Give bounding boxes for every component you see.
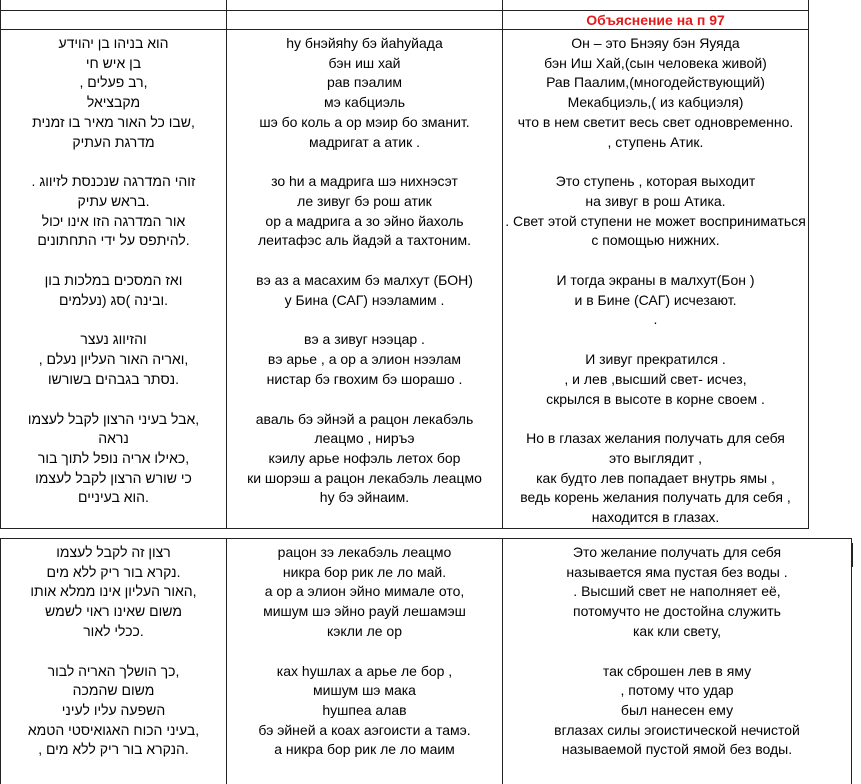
- text-line: ки шорэш а рацон лекабэль леацмо: [227, 469, 502, 489]
- text-line: .נסתר בגבהים בשורשו: [1, 370, 226, 390]
- text-line: בן איש חי: [1, 54, 226, 74]
- text-line: ,ואריה האור העליון נעלם ,: [1, 350, 226, 370]
- text-line: никра бор рик ле ло май.: [227, 563, 502, 583]
- text-line: זוהי המדרגה שנכנסת לזיווג .: [1, 172, 226, 192]
- paragraph: [227, 271, 502, 310]
- text-line: мэ кабциэль: [227, 93, 502, 113]
- text-line: аваль бэ эйнэй а рацон лекабэль: [227, 410, 502, 430]
- text-line: .ובינה )סג (נעלמים: [1, 291, 226, 311]
- text-line: как будто лев попадает внутрь ямы ,: [503, 469, 808, 489]
- text-line: ,בעיני הכוח האגואיסטי הטמא: [1, 721, 226, 741]
- text-line: נראה: [1, 429, 226, 449]
- paragraph-gap: [503, 642, 851, 662]
- text-line: .הנקרא בור ריק ללא מים ,: [1, 740, 226, 760]
- text-line: называемой пустой ямой без воды.: [503, 740, 851, 760]
- paragraph: [1, 543, 226, 642]
- text-line: ,שבו כל האור מאיר בו זמנית: [1, 113, 226, 133]
- text-line: называется яма пустая без воды .: [503, 563, 851, 583]
- text-line: מדרגת העתיק: [1, 133, 226, 153]
- paragraph-gap: [503, 152, 808, 172]
- text-line: и в Бине (САГ) исчезают.: [503, 291, 808, 311]
- text-line: Он – это Бнэяу бэн Яуяда: [503, 34, 808, 54]
- text-line: .ככלי לאור: [1, 622, 226, 642]
- text-line: הוא בניהו בן יהוידע: [1, 34, 226, 54]
- text-line: ле зивуг бэ рош атик: [227, 192, 502, 212]
- text-line: бэ эйней а коах аэгоисти а тамэ.: [227, 721, 502, 741]
- text-line: Но в глазах желания получать для себя: [503, 429, 808, 449]
- text-line: Это ступень , которая выходит: [503, 172, 808, 192]
- text-line: .: [503, 310, 808, 330]
- text-line: ведь корень желания получать для себя ,: [503, 488, 808, 508]
- text-line: И тогда экраны в малхут(Бон ): [503, 271, 808, 291]
- paragraph-gap: [227, 642, 502, 662]
- hebrew-text-block: [1, 30, 226, 508]
- text-line: мишум шэ эйно рауй лешамэш: [227, 602, 502, 622]
- text-line: hу бнэйяhу бэ йаhуйада: [227, 34, 502, 54]
- text-line: у Бина (САГ) нээламим .: [227, 291, 502, 311]
- text-line: .להיתפס על ידי התחתונים: [1, 231, 226, 251]
- text-line: ,רב פעלים ,: [1, 73, 226, 93]
- text-line: ,אבל בעיני הרצון לקבל לעצמו: [1, 410, 226, 430]
- paragraph: [1, 330, 226, 389]
- transliteration-column: [227, 30, 503, 529]
- text-line: вэ арье , а ор а элион нээлам: [227, 350, 502, 370]
- text-line: . Высший свет не наполняет её,: [503, 582, 851, 602]
- text-line: леитафэс аль йадэй а тахтоним.: [227, 231, 502, 251]
- text-line: hу бэ эйнаим.: [227, 488, 502, 508]
- text-line: так сброшен лев в яму: [503, 662, 851, 682]
- text-line: ор а мадрига а зо эйно йахоль: [227, 212, 502, 232]
- text-line: Мекабциэль,( из кабциэля): [503, 93, 808, 113]
- paragraph: [227, 330, 502, 389]
- text-line: אור המדרגה הזו אינו יכול: [1, 212, 226, 232]
- top-edge-cell-hebrew: [1, 0, 227, 11]
- table-top-edge-row: [1, 0, 809, 11]
- paragraph: [227, 34, 502, 152]
- top-edge-cell-transliteration: [227, 0, 503, 11]
- paragraph: [503, 429, 808, 528]
- text-line: .בראש עתיק: [1, 192, 226, 212]
- paragraph: [1, 172, 226, 251]
- text-line: .נקרא בור ריק ללא מים: [1, 563, 226, 583]
- text-line: והזיווג נעצר: [1, 330, 226, 350]
- paragraph-gap: [503, 251, 808, 271]
- russian-text-block: [503, 30, 808, 528]
- header-cell-transliteration: [227, 11, 503, 30]
- text-line: шэ бо коль а ор мэир бо зманит.: [227, 113, 502, 133]
- hebrew-text-block: [1, 539, 226, 760]
- paragraph: [503, 543, 851, 642]
- text-line: а ор а элион эйно мимале ото,: [227, 582, 502, 602]
- text-line: мишум шэ мака: [227, 681, 502, 701]
- text-line: это выглядит ,: [503, 449, 808, 469]
- top-edge-cell-russian: [503, 0, 809, 11]
- text-line: , и лев ,высший свет- исчез,: [503, 370, 808, 390]
- text-line: леацмо , ниръэ: [227, 429, 502, 449]
- paragraph: [503, 350, 808, 409]
- text-line: нистар бэ гвохим бэ шорашо .: [227, 370, 502, 390]
- paragraph: [227, 172, 502, 251]
- paragraph: [227, 410, 502, 509]
- text-line: ואז המסכים במלכות בון: [1, 271, 226, 291]
- text-line: משום שאינו ראוי לשמש: [1, 602, 226, 622]
- paragraph-gap: [227, 251, 502, 271]
- paragraph: [227, 662, 502, 761]
- text-line: что в нем светит весь свет одновременно.: [503, 113, 808, 133]
- text-line: ,כאילו אריה נופל לתוך בור: [1, 449, 226, 469]
- text-line: , ступень Атик.: [503, 133, 808, 153]
- text-line: вглазах силы эгоистической нечистой: [503, 721, 851, 741]
- paragraph: [503, 271, 808, 330]
- hebrew-column: [1, 539, 227, 784]
- text-line: , потому что удар: [503, 681, 851, 701]
- russian-column: [503, 30, 809, 529]
- text-line: потомучто не достойна служить: [503, 602, 851, 622]
- text-line: вэ а зивуг нээцар .: [227, 330, 502, 350]
- paragraph: [503, 172, 808, 251]
- text-line: бэн иш хай: [227, 54, 502, 74]
- text-line: зо hи а мадрига шэ нихнэсэт: [227, 172, 502, 192]
- text-line: .הוא בעיניים: [1, 488, 226, 508]
- text-line: ках hушлах а арье ле бор ,: [227, 662, 502, 682]
- text-line: кэилу арье нофэль летох бор: [227, 449, 502, 469]
- text-line: . Свет этой ступени не может восприниматься: [503, 212, 808, 232]
- text-line: скрылся в высоте в корне своем .: [503, 390, 808, 410]
- text-line: מקבציאל: [1, 93, 226, 113]
- hebrew-column: [1, 30, 227, 529]
- text-line: И зивуг прекратился .: [503, 350, 808, 370]
- text-line: с помощью нижних.: [503, 231, 808, 251]
- paragraph: [1, 271, 226, 310]
- paragraph: [503, 34, 808, 152]
- text-line: משום שהמכה: [1, 681, 226, 701]
- paragraph-gap: [227, 390, 502, 410]
- paragraph: [1, 662, 226, 761]
- text-line: бэн Иш Хай,(сын человека живой): [503, 54, 808, 74]
- text-line: мадригат а атик .: [227, 133, 502, 153]
- table-body-row: [1, 539, 852, 784]
- text-line: находится в глазах.: [503, 508, 808, 528]
- paragraph-gap: [1, 251, 226, 271]
- paragraph: [1, 410, 226, 509]
- paragraph-gap: [227, 152, 502, 172]
- paragraph-gap: [1, 390, 226, 410]
- paragraph-gap: [503, 409, 808, 429]
- text-line: как кли свету,: [503, 622, 851, 642]
- text-line: вэ аз а масахим бэ малхут (БОН): [227, 271, 502, 291]
- table-body-row: [1, 30, 809, 529]
- russian-text-block: [503, 539, 851, 760]
- paragraph-gap: [227, 310, 502, 330]
- paragraph: [227, 543, 502, 642]
- text-line: השפעה עליו לעיני: [1, 701, 226, 721]
- text-line: Рав Паалим,(многодействующий): [503, 73, 808, 93]
- text-line: ,האור העליון אינו ממלא אותו: [1, 582, 226, 602]
- table-edge-line: [852, 543, 853, 567]
- table-section-2: [0, 538, 852, 784]
- paragraph-gap: [1, 310, 226, 330]
- table-header-row: [1, 11, 809, 30]
- russian-column: [503, 539, 852, 784]
- text-line: был нанесен ему: [503, 701, 851, 721]
- text-line: ,כך הושלך האריה לבור: [1, 662, 226, 682]
- text-line: рав пэалим: [227, 73, 502, 93]
- text-line: рацон зэ лекабэль леацмо: [227, 543, 502, 563]
- text-line: כי שורש הרצון לקבל לעצמו: [1, 469, 226, 489]
- header-cell-russian: [503, 11, 809, 30]
- text-line: רצון זה לקבל לעצמו: [1, 543, 226, 563]
- section-heading: Объяснение на п 97: [503, 11, 808, 29]
- paragraph-gap: [1, 152, 226, 172]
- transliteration-text-block: [227, 539, 502, 760]
- transliteration-text-block: [227, 30, 502, 508]
- text-line: hушпеа алав: [227, 701, 502, 721]
- text-line: на зивуг в рош Атика.: [503, 192, 808, 212]
- paragraph: [503, 662, 851, 761]
- transliteration-column: [227, 539, 503, 784]
- paragraph-gap: [503, 330, 808, 350]
- text-line: кэкли ле ор: [227, 622, 502, 642]
- text-line: Это желание получать для себя: [503, 543, 851, 563]
- paragraph-gap: [1, 642, 226, 662]
- paragraph: [1, 34, 226, 152]
- text-line: а никра бор рик ле ло маим: [227, 740, 502, 760]
- header-cell-hebrew: [1, 11, 227, 30]
